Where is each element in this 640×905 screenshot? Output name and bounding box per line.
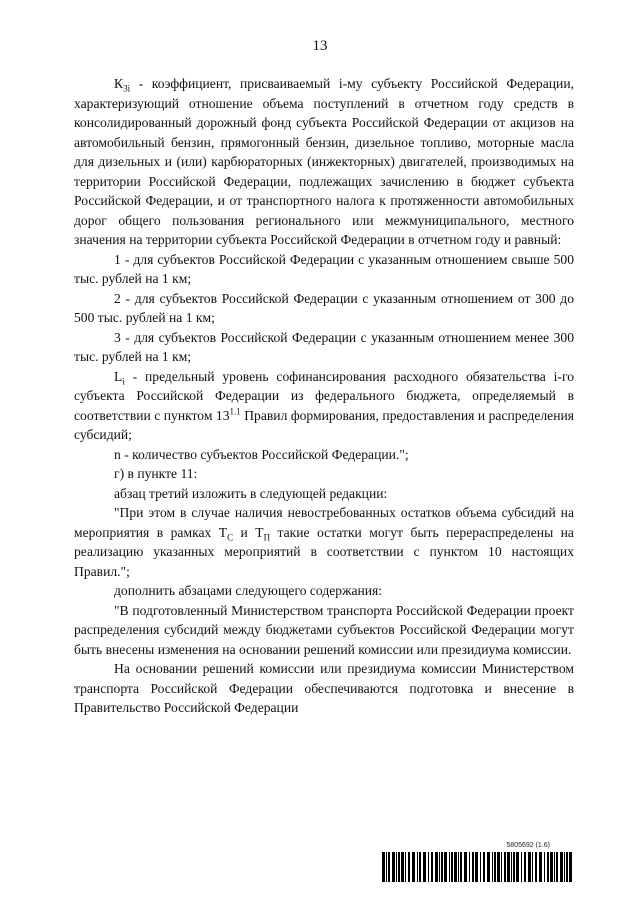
l-superscript: 1.1 [229,405,241,416]
n-definition: n - количество субъектов Российской Федерации."; [114,446,409,462]
abzac-instruction: абзац третий изложить в следующей редакции: [114,485,388,501]
l-symbol: L [114,368,123,384]
page-number: 13 [312,38,328,54]
list-item: 1 - для субъектов Российской Федерации с указанным отношением свыше 500 тыс. рублей на 1 км; [74,251,574,286]
subitem-g: г) в пункте 11: [114,466,198,481]
k-subscript: 3i [123,83,131,94]
final-paragraph: На основании решений комиссии или президиума комиссии Министерством транспорта Российской Федерации обеспечиваются подготовка и внесение в Правительство Российской Федерации [74,661,574,715]
k-coefficient-paragraph [74,74,574,250]
list-item: 3 - для субъектов Российской Федерации с указанным отношением менее 300 тыс. рублей на 1 км; [74,329,574,364]
l-definition-end: Правил формирования, предоставления и распределения субсидий; [74,407,574,442]
supplement-instruction: дополнить абзацами следующего содержания: [114,583,383,598]
quote-paragraph-2: "В подготовленный Министерством транспорта Российской Федерации проект распределения субсидий между бюджетами субъектов Российской Федерации могут быть внесены изменения на основании решений комиссии или президиума комиссии. [74,602,574,657]
list-item: 2 - для субъектов Российской Федерации с указанным отношением от 300 до 500 тыс. рублей на 1 км; [74,290,574,325]
document-code: 5805692 (1.6) [506,842,550,849]
barcode-icon [382,852,574,882]
l-definition-start: - предельный уровень софинансирования расходного обязательства i-го субъекта Российской Федерации из федерального бюджета, определяемый в соответствии с пунктом 13 [74,368,574,423]
tc-subscript: С [227,532,234,543]
l-subscript: i [122,376,125,387]
tp-subscript: П [263,532,271,543]
quote-paragraph-1: "При этом в случае наличия невостребованных остатков объема субсидий на мероприятия в рамках $Т_С$ и $Т_П$ такие остатки могут быть перераспределены на реализацию указанных мероприятий в соответствии с пунктом 10 настоящих Правил."; [74,505,574,579]
k-definition: - коэффициент, присваиваемый i-му субъекту Российской Федерации, характеризующий отношение объема поступлений в отчетном году средств в консолидированный дорожный фонд субъекта Российской Федерации от акцизов на автомобильный бензин, прямогонный бензин, дизельное топливо, моторные масла для дизельных и (или) карбюраторных (инжекторных) двигателей, производимых на территории Российской Федерации, подлежащих зачислению в бюджет субъекта Российской Федерации, и от транспортного налога к протяженности автомобильных дорог общего пользования регионального или межмуниципального, местного значения на территории субъекта Российской Федерации в отчетном году и равный: [74,76,574,247]
l-coefficient-paragraph [74,367,574,445]
document-body [74,74,574,718]
k-symbol: К [114,76,124,91]
